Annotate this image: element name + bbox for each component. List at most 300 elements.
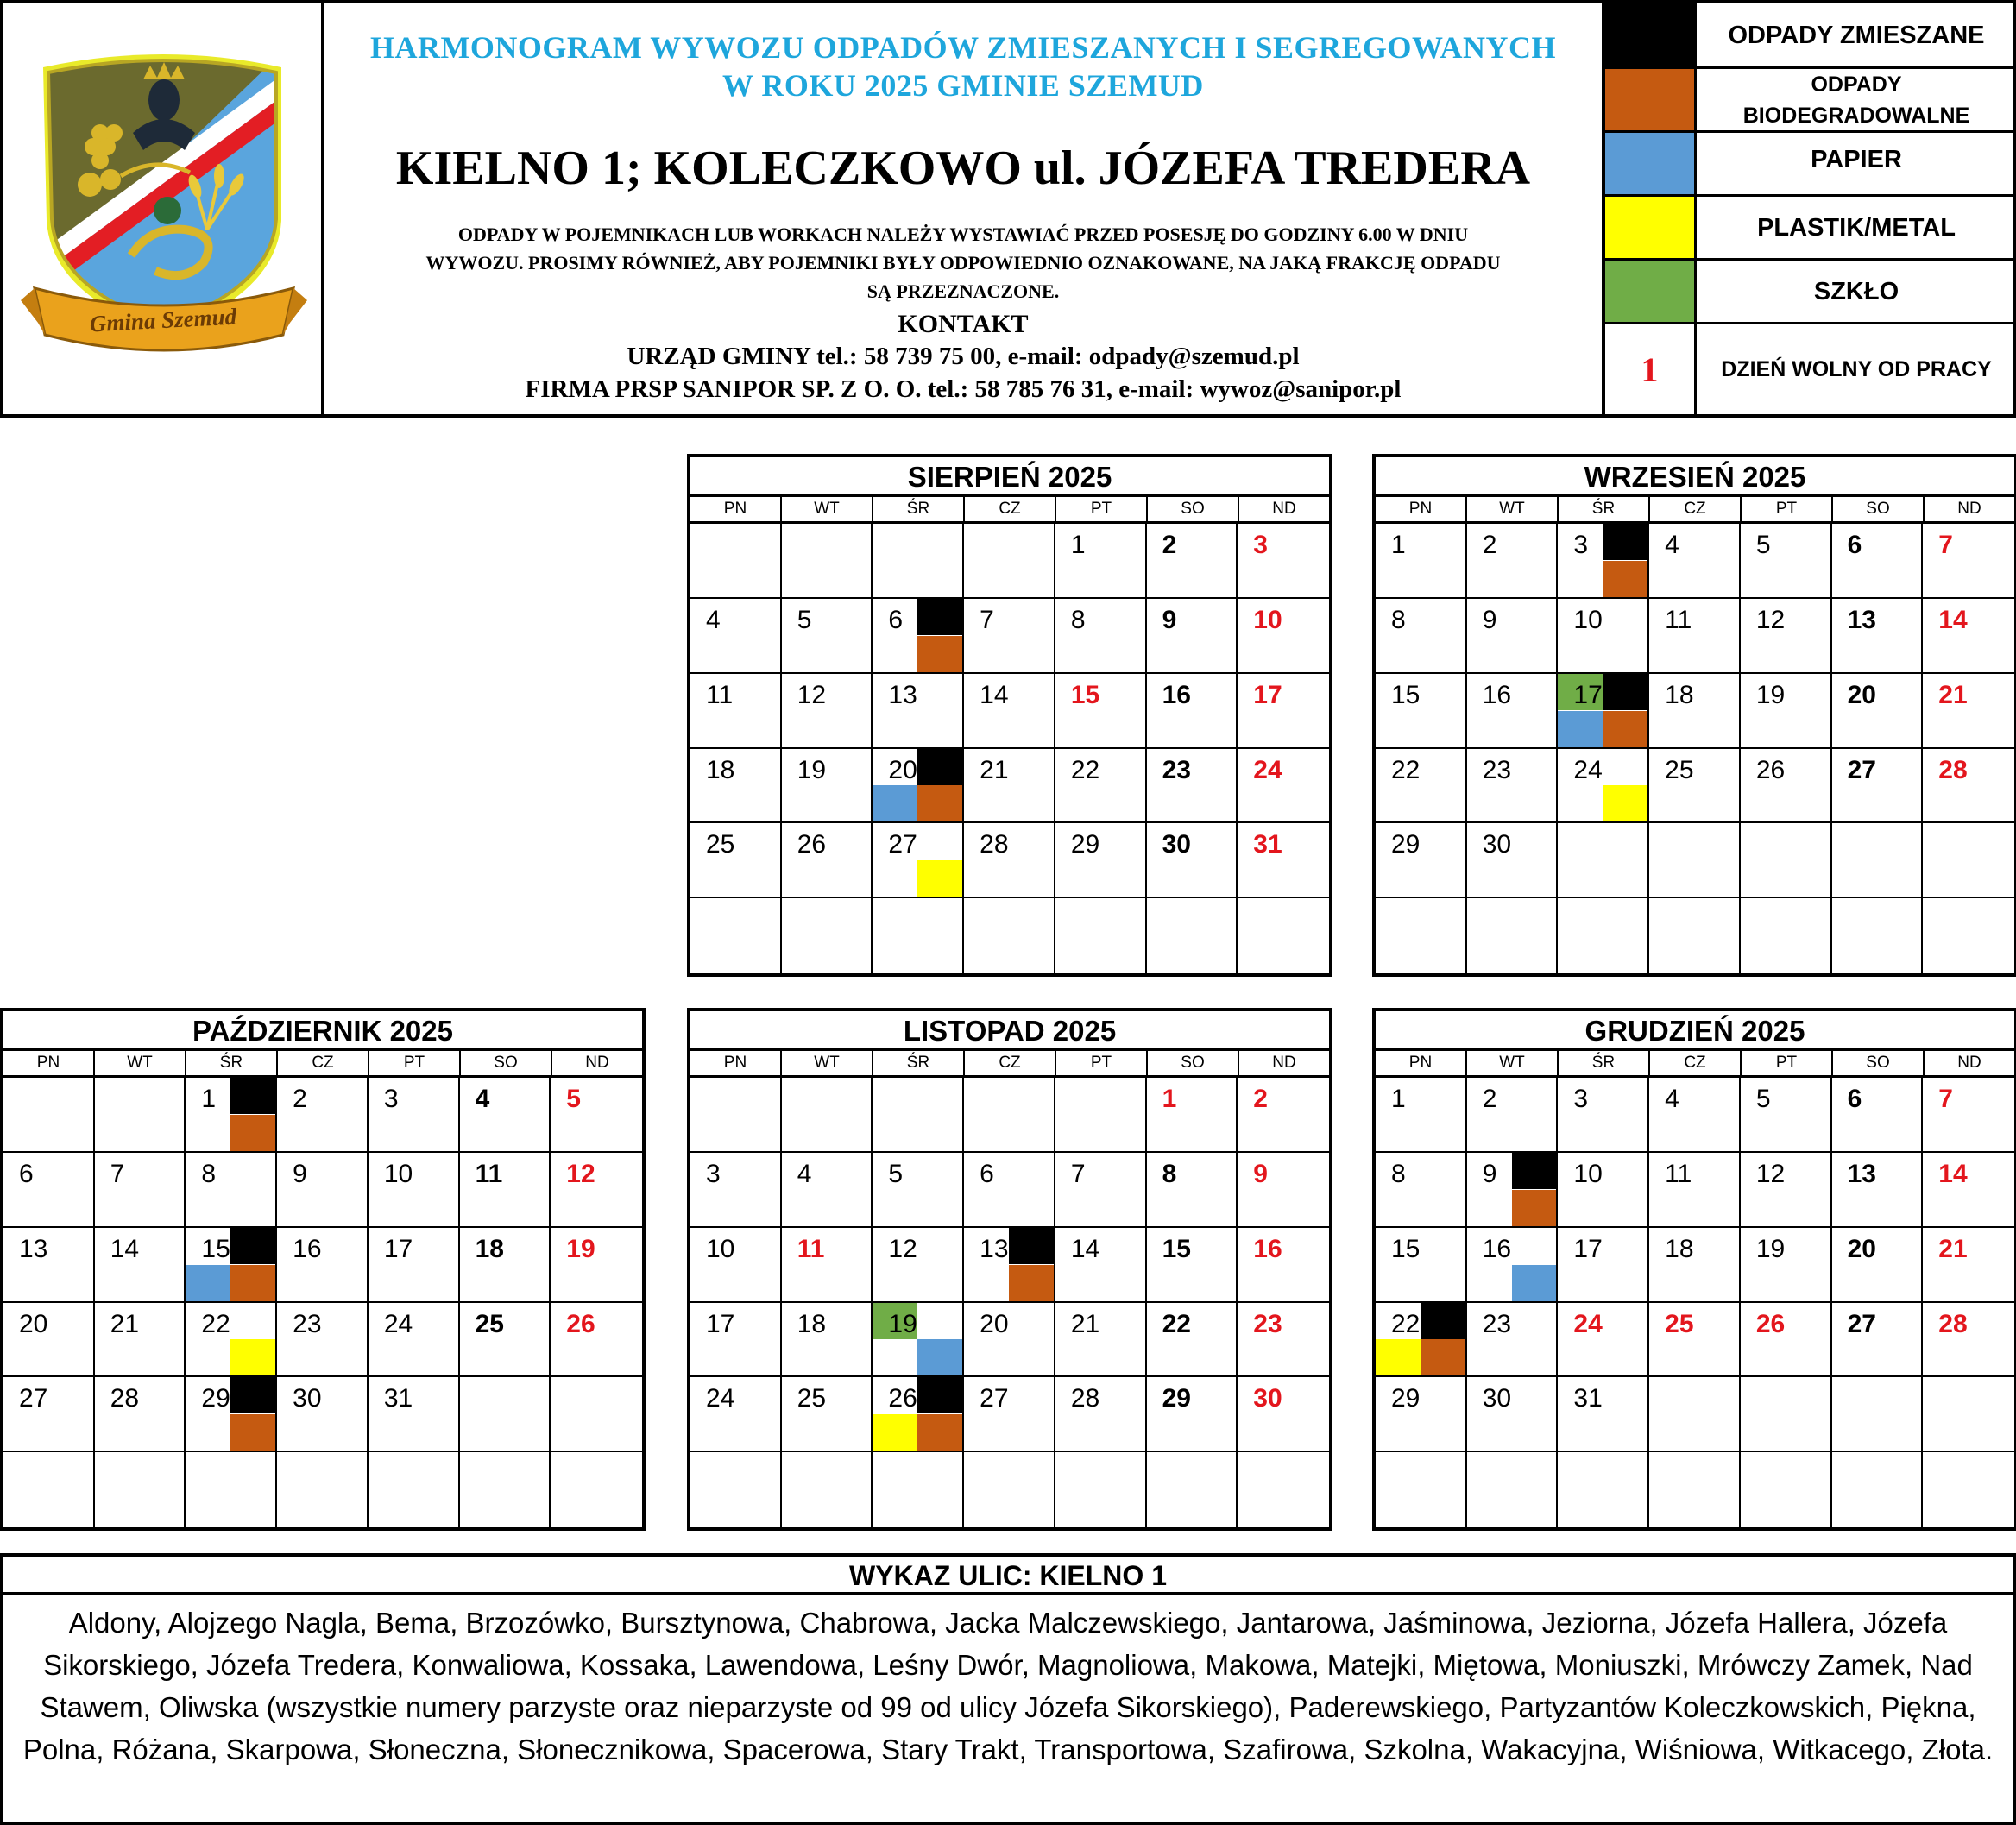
calendar-day-cell <box>1467 1228 1559 1303</box>
day-number: 3 <box>1573 531 1589 559</box>
day-number: 28 <box>1070 1384 1100 1413</box>
pickup-marker-plastic <box>917 860 962 897</box>
weekday-label: ND <box>1957 500 1981 518</box>
month-title: WRZESIEŃ 2025 <box>1376 457 2014 497</box>
legend-swatch-bio <box>1605 69 1697 130</box>
day-number: 19 <box>888 1309 917 1338</box>
day-number: 9 <box>1482 1159 1497 1188</box>
day-number: 28 <box>980 830 1009 859</box>
day-number: 26 <box>1755 1309 1786 1338</box>
calendar-day-cell <box>873 1228 964 1303</box>
day-number: 4 <box>797 1159 812 1188</box>
calendar-day-cell <box>551 1228 642 1303</box>
calendar-day-cell <box>460 1153 551 1228</box>
weekday-label: SO <box>461 1051 552 1075</box>
day-number: 7 <box>110 1159 125 1188</box>
day-number: 11 <box>1665 1159 1692 1188</box>
pickup-marker-paper <box>1558 711 1603 747</box>
calendar-day-cell <box>873 898 964 973</box>
calendar-day-cell <box>1558 1228 1649 1303</box>
calendar-day-cell <box>1558 1377 1649 1452</box>
weekday-label: PN <box>1376 497 1467 521</box>
calendar-day-cell <box>3 1153 95 1228</box>
weekday-header <box>690 497 1329 524</box>
weekday-label: PT <box>1742 497 1833 521</box>
calendar-day-cell <box>964 898 1055 973</box>
calendar-day-cell <box>1376 749 1467 824</box>
day-number: 27 <box>19 1384 48 1413</box>
day-number: 5 <box>797 605 812 634</box>
day-number: 5 <box>566 1085 581 1113</box>
day-number: 17 <box>383 1234 413 1263</box>
day-number: 13 <box>1847 1159 1876 1188</box>
calendar-day-cell <box>1923 1078 2014 1153</box>
pickup-marker-bio <box>1421 1339 1465 1375</box>
day-number: 17 <box>1253 680 1282 709</box>
day-number: 23 <box>1253 1309 1282 1338</box>
calendar-day-cell <box>551 1452 642 1527</box>
legend-glass <box>1605 261 2016 324</box>
month-title: LISTOPAD 2025 <box>690 1011 1329 1051</box>
calendar-day-cell <box>369 1303 460 1378</box>
calendar-day-cell <box>690 1153 782 1228</box>
weekday-label: ND <box>1272 500 1296 518</box>
legend-label-bio: ODPADY BIODEGRADOWALNE <box>1742 72 1970 128</box>
pickup-marker-mixed <box>230 1078 275 1114</box>
calendar-day-cell <box>1649 823 1741 898</box>
notice-line1: ODPADY W POJEMNIKACH LUB WORKACH NALEŻY WYSTAWIAĆ PRZED POSESJĘ DO GODZINY 6.00 W DNIU <box>457 223 1469 245</box>
calendar-day-cell <box>1238 1452 1329 1527</box>
legend-plastic <box>1605 197 2016 261</box>
day-number: 2 <box>1253 1085 1268 1113</box>
day-number: 30 <box>1482 1384 1512 1413</box>
calendar-day-cell <box>1238 1303 1329 1378</box>
weekday-header <box>3 1051 642 1078</box>
day-number: 2 <box>1482 1085 1497 1113</box>
day-number: 17 <box>1573 680 1603 709</box>
calendar-day-cell <box>1649 1377 1741 1452</box>
calendar-day-cell <box>690 1452 782 1527</box>
calendar-day-cell <box>369 1228 460 1303</box>
day-number: 4 <box>706 605 721 634</box>
day-number: 30 <box>1482 830 1512 859</box>
day-number: 16 <box>1482 1234 1512 1263</box>
calendar-day-cell <box>1923 524 2014 599</box>
calendar-day-cell <box>690 1303 782 1378</box>
calendar-day-cell <box>964 823 1055 898</box>
weekday-label: WT <box>95 1051 186 1075</box>
day-number: 10 <box>1253 605 1282 634</box>
calendar-day-cell <box>1238 599 1329 674</box>
calendar-day-cell <box>1649 674 1741 749</box>
calendar-day-cell <box>1832 599 1924 674</box>
day-number: 19 <box>797 755 827 784</box>
weekday-label: ND <box>585 1054 609 1072</box>
day-number: 28 <box>1938 1309 1968 1338</box>
day-number: 20 <box>980 1309 1009 1338</box>
day-number: 15 <box>1391 1234 1421 1263</box>
calendar-day-cell <box>964 1452 1055 1527</box>
calendar-day-cell <box>690 823 782 898</box>
day-number: 16 <box>1253 1234 1282 1263</box>
calendar-day-cell <box>1376 1078 1467 1153</box>
day-number: 7 <box>1938 1085 1953 1113</box>
calendar-day-cell <box>1238 1377 1329 1452</box>
day-number: 25 <box>475 1309 504 1338</box>
calendar-day-cell <box>1467 524 1559 599</box>
day-number: 11 <box>706 680 734 709</box>
calendar-day-cell <box>551 1078 642 1153</box>
calendar-day-cell <box>1147 524 1238 599</box>
calendar-day-cell <box>690 524 782 599</box>
day-number: 1 <box>1391 531 1406 559</box>
day-number: 7 <box>1070 1159 1086 1188</box>
day-number: 3 <box>1253 531 1268 559</box>
calendar-day-cell <box>1055 1377 1147 1452</box>
day-number: 21 <box>1938 680 1968 709</box>
calendar-day-cell <box>95 1228 186 1303</box>
calendar-day-cell <box>1238 524 1329 599</box>
calendar-day-cell <box>277 1377 369 1452</box>
calendar-day-cell <box>873 1452 964 1527</box>
day-number: 12 <box>566 1159 595 1188</box>
month-title: SIERPIEŃ 2025 <box>690 457 1329 497</box>
day-number: 10 <box>383 1159 413 1188</box>
day-number: 19 <box>1755 680 1786 709</box>
calendar-day-cell <box>1376 1303 1467 1378</box>
pickup-marker-bio <box>917 1414 962 1451</box>
day-number: 23 <box>1162 755 1191 784</box>
pickup-marker-plastic <box>873 1414 917 1451</box>
calendar-day-cell <box>277 1452 369 1527</box>
legend-holiday <box>1605 324 2016 414</box>
calendar-day-cell <box>782 823 873 898</box>
day-number: 15 <box>1162 1234 1191 1263</box>
calendar-day-cell <box>95 1452 186 1527</box>
day-number: 14 <box>1938 605 1968 634</box>
day-number: 20 <box>1847 1234 1876 1263</box>
day-number: 6 <box>19 1159 34 1188</box>
calendar-day-cell <box>1147 823 1238 898</box>
day-number: 27 <box>1847 755 1876 784</box>
pickup-marker-paper <box>186 1265 230 1301</box>
logo-ribbon-text: Gmina Szemud <box>89 303 237 337</box>
calendar-day-cell <box>1147 1228 1238 1303</box>
pickup-marker-plastic <box>1603 785 1647 821</box>
day-number: 22 <box>1070 755 1100 784</box>
day-number: 25 <box>797 1384 827 1413</box>
month-grid <box>1376 524 2014 973</box>
weekday-label: WT <box>782 497 873 521</box>
calendar-day-cell <box>1741 1377 1832 1452</box>
calendar-month <box>1372 1008 2016 1531</box>
calendar-day-cell <box>964 1078 1055 1153</box>
calendar-day-cell <box>1832 1078 1924 1153</box>
calendar-day-cell <box>95 1377 186 1452</box>
calendar-day-cell <box>369 1078 460 1153</box>
calendar-day-cell <box>1923 1153 2014 1228</box>
day-number: 6 <box>1847 1085 1862 1113</box>
calendar-day-cell <box>690 599 782 674</box>
calendar-day-cell <box>1741 749 1832 824</box>
day-number: 3 <box>383 1085 399 1113</box>
weekday-label: ŚR <box>186 1051 278 1075</box>
day-number: 5 <box>1755 531 1771 559</box>
calendar-day-cell <box>1376 524 1467 599</box>
calendar-day-cell <box>1376 1452 1467 1527</box>
day-number: 22 <box>1391 755 1421 784</box>
calendar-day-cell <box>964 674 1055 749</box>
calendar-day-cell <box>1147 1452 1238 1527</box>
calendar-day-cell <box>782 749 873 824</box>
calendar-day-cell <box>1558 599 1649 674</box>
day-number: 9 <box>1482 605 1497 634</box>
calendar-day-cell <box>782 898 873 973</box>
pickup-marker-mixed <box>1421 1303 1465 1339</box>
day-number: 1 <box>1391 1085 1406 1113</box>
calendar-day-cell <box>690 898 782 973</box>
day-number: 13 <box>1847 605 1876 634</box>
day-number: 29 <box>1162 1384 1191 1413</box>
calendar-day-cell <box>1832 898 1924 973</box>
day-number: 4 <box>475 1085 490 1113</box>
weekday-header <box>1376 1051 2014 1078</box>
legend-swatch-plastic <box>1605 197 1697 258</box>
calendar-day-cell <box>1832 524 1924 599</box>
calendar-day-cell <box>1558 823 1649 898</box>
calendar-day-cell <box>1558 1078 1649 1153</box>
weekday-label: SO <box>1833 497 1925 521</box>
day-number: 30 <box>1253 1384 1282 1413</box>
title-cell <box>324 3 1605 414</box>
legend-swatch-glass <box>1605 261 1697 322</box>
day-number: 2 <box>293 1085 307 1113</box>
calendar-day-cell <box>1923 1452 2014 1527</box>
weekday-label: WT <box>782 1051 873 1075</box>
pickup-marker-bio <box>230 1115 275 1151</box>
calendar-day-cell <box>1558 1452 1649 1527</box>
weekday-label: SO <box>1148 1051 1239 1075</box>
calendar-day-cell <box>873 1377 964 1452</box>
calendar-day-cell <box>369 1377 460 1452</box>
pickup-marker-mixed <box>1512 1153 1557 1189</box>
calendar-day-cell <box>1741 1153 1832 1228</box>
calendar-day-cell <box>1741 898 1832 973</box>
calendar-day-cell <box>782 1228 873 1303</box>
calendar-day-cell <box>873 1078 964 1153</box>
calendar-day-cell <box>1376 823 1467 898</box>
day-number: 11 <box>797 1234 825 1263</box>
legend-paper <box>1605 133 2016 197</box>
calendar-day-cell <box>1741 1303 1832 1378</box>
calendar-day-cell <box>277 1228 369 1303</box>
day-number: 15 <box>201 1234 230 1263</box>
calendar-day-cell <box>1832 1377 1924 1452</box>
day-number: 1 <box>1162 1085 1177 1113</box>
calendar-day-cell <box>1055 1452 1147 1527</box>
day-number: 27 <box>1847 1309 1876 1338</box>
calendar-day-cell <box>873 674 964 749</box>
calendar-day-cell <box>1649 1153 1741 1228</box>
street-list-text: Aldony, Alojzego Nagla, Bema, Brzozówko, Bursztynowa, Chabrowa, Jacka Malczewskiego, Jantarowa, Jaśminowa, Jeziorna, Józefa Hallera, Józefa Sikorskiego, Józefa Tredera, Konwaliowa, Kossaka, Lawendowa, Leśny Dwór, Magnoliowa, Makowa, Matejki, Miętowa, Moniuszki, Mrówczy Zamek, Nad Stawem, Oliwska (wszystkie numery parzyste oraz nieparzyste od 99 od ulicy Józefa Sikorskiego), Paderewskiego, Partyzantów Koleczkowskich, Piękna, Polna, Różana, Skarpowa, Słoneczna, Słonecznikowa, Spacerowa, Stary Trakt, Transportowa, Szafirowa, Szkolna, Wakacyjna, Wiśniowa, Witkacego, Złota. <box>22 1607 1994 1765</box>
calendar-day-cell <box>1741 1452 1832 1527</box>
day-number: 29 <box>1391 830 1421 859</box>
calendar-day-cell <box>3 1377 95 1452</box>
calendar-day-cell <box>964 1153 1055 1228</box>
calendar-day-cell <box>1376 599 1467 674</box>
day-number: 13 <box>980 1234 1009 1263</box>
month-grid <box>3 1078 642 1527</box>
calendar-day-cell <box>277 1078 369 1153</box>
day-number: 1 <box>201 1085 217 1113</box>
calendar-day-cell <box>1923 1228 2014 1303</box>
weekday-label: PT <box>1056 497 1148 521</box>
legend-label-paper: PAPIER <box>1811 146 1902 173</box>
day-number: 3 <box>706 1159 721 1188</box>
calendar-day-cell <box>873 1303 964 1378</box>
calendar-day-cell <box>1741 1078 1832 1153</box>
day-number: 3 <box>1573 1085 1589 1113</box>
day-number: 20 <box>1847 680 1876 709</box>
calendar-day-cell <box>1055 1228 1147 1303</box>
day-number: 20 <box>19 1309 48 1338</box>
weekday-label: WT <box>1467 1051 1559 1075</box>
calendar-day-cell <box>873 599 964 674</box>
day-number: 9 <box>1253 1159 1268 1188</box>
day-number: 18 <box>1665 1234 1694 1263</box>
day-number: 15 <box>1070 680 1100 709</box>
month-title: PAŹDZIERNIK 2025 <box>3 1011 642 1051</box>
day-number: 14 <box>1938 1159 1968 1188</box>
calendar-day-cell <box>1376 1228 1467 1303</box>
calendar-day-cell <box>1055 823 1147 898</box>
calendar-day-cell <box>1741 823 1832 898</box>
calendar-day-cell <box>1467 898 1559 973</box>
calendar-day-cell <box>1649 898 1741 973</box>
calendar-day-cell <box>1741 1228 1832 1303</box>
calendar-day-cell <box>460 1228 551 1303</box>
calendar-day-cell <box>1147 898 1238 973</box>
day-number: 10 <box>706 1234 735 1263</box>
pickup-marker-bio <box>230 1265 275 1301</box>
calendar-day-cell <box>1467 674 1559 749</box>
calendar-day-cell <box>690 1377 782 1452</box>
day-number: 11 <box>1665 605 1692 634</box>
logo-cell <box>3 3 324 414</box>
day-number: 4 <box>1665 1085 1679 1113</box>
day-number: 18 <box>797 1309 827 1338</box>
day-number: 6 <box>888 605 904 634</box>
pickup-marker-paper <box>873 785 917 821</box>
day-number: 22 <box>201 1309 230 1338</box>
day-number: 6 <box>980 1159 994 1188</box>
pickup-marker-mixed <box>1603 524 1647 560</box>
day-number: 6 <box>1847 531 1862 559</box>
calendar-day-cell <box>1147 1377 1238 1452</box>
weekday-label: PN <box>1376 1051 1467 1075</box>
calendar-day-cell <box>1238 1078 1329 1153</box>
calendar-day-cell <box>964 749 1055 824</box>
calendar-day-cell <box>186 1078 277 1153</box>
calendar-day-cell <box>460 1377 551 1452</box>
pickup-marker-mixed <box>917 1377 962 1413</box>
calendar-day-cell <box>1741 524 1832 599</box>
calendar-month <box>0 1008 646 1531</box>
day-number: 31 <box>383 1384 413 1413</box>
calendar-day-cell <box>1147 749 1238 824</box>
calendar-day-cell <box>1558 898 1649 973</box>
pickup-marker-bio <box>917 785 962 821</box>
calendar-day-cell <box>1923 823 2014 898</box>
calendar-day-cell <box>1467 1452 1559 1527</box>
day-number: 9 <box>1162 605 1177 634</box>
calendar-day-cell <box>1238 898 1329 973</box>
day-number: 12 <box>1755 1159 1786 1188</box>
day-number: 29 <box>201 1384 230 1413</box>
day-number: 8 <box>201 1159 217 1188</box>
calendar-day-cell <box>782 1078 873 1153</box>
day-number: 28 <box>1938 755 1968 784</box>
calendar-day-cell <box>782 599 873 674</box>
day-number: 21 <box>980 755 1009 784</box>
calendar-day-cell <box>690 1078 782 1153</box>
calendar-day-cell <box>1649 1303 1741 1378</box>
calendar-day-cell <box>369 1452 460 1527</box>
calendar-day-cell <box>1832 1452 1924 1527</box>
pickup-marker-mixed <box>917 749 962 785</box>
calendar-day-cell <box>3 1452 95 1527</box>
day-number: 25 <box>1665 1309 1694 1338</box>
day-number: 27 <box>888 830 917 859</box>
day-number: 26 <box>797 830 827 859</box>
calendar-day-cell <box>782 524 873 599</box>
calendar-day-cell <box>1558 524 1649 599</box>
month-grid <box>690 524 1329 973</box>
calendar-day-cell <box>1147 599 1238 674</box>
calendar-day-cell <box>460 1078 551 1153</box>
weekday-label: CZ <box>278 1051 369 1075</box>
calendar-day-cell <box>1832 674 1924 749</box>
day-number: 12 <box>888 1234 917 1263</box>
calendar-day-cell <box>1923 1377 2014 1452</box>
calendar-day-cell <box>690 749 782 824</box>
weekday-label: PN <box>3 1051 95 1075</box>
calendar-day-cell <box>1147 1153 1238 1228</box>
calendar-day-cell <box>3 1078 95 1153</box>
weekday-label: WT <box>1467 497 1559 521</box>
calendar-day-cell <box>1649 749 1741 824</box>
calendar-day-cell <box>3 1228 95 1303</box>
notice-line2: WYWOZU. PROSIMY RÓWNIEŻ, ABY POJEMNIKI BYŁY ODPOWIEDNIO OZNAKOWANE, NA JAKĄ FRAKCJĘ ODPADU <box>425 252 1501 274</box>
calendar-day-cell <box>1376 1377 1467 1452</box>
day-number: 12 <box>1755 605 1786 634</box>
calendar-day-cell <box>1467 1377 1559 1452</box>
calendar-day-cell <box>1558 1153 1649 1228</box>
calendar-day-cell <box>1467 1303 1559 1378</box>
day-number: 12 <box>797 680 827 709</box>
calendar-day-cell <box>1467 749 1559 824</box>
calendar-day-cell <box>1558 1303 1649 1378</box>
weekday-label: SO <box>1833 1051 1925 1075</box>
pickup-marker-mixed <box>917 599 962 635</box>
day-number: 23 <box>1482 1309 1512 1338</box>
calendar-day-cell <box>3 1303 95 1378</box>
day-number: 14 <box>1070 1234 1100 1263</box>
calendar-day-cell <box>1649 1078 1741 1153</box>
pickup-marker-bio <box>1512 1190 1557 1226</box>
day-number: 15 <box>1391 680 1421 709</box>
day-number: 26 <box>566 1309 595 1338</box>
